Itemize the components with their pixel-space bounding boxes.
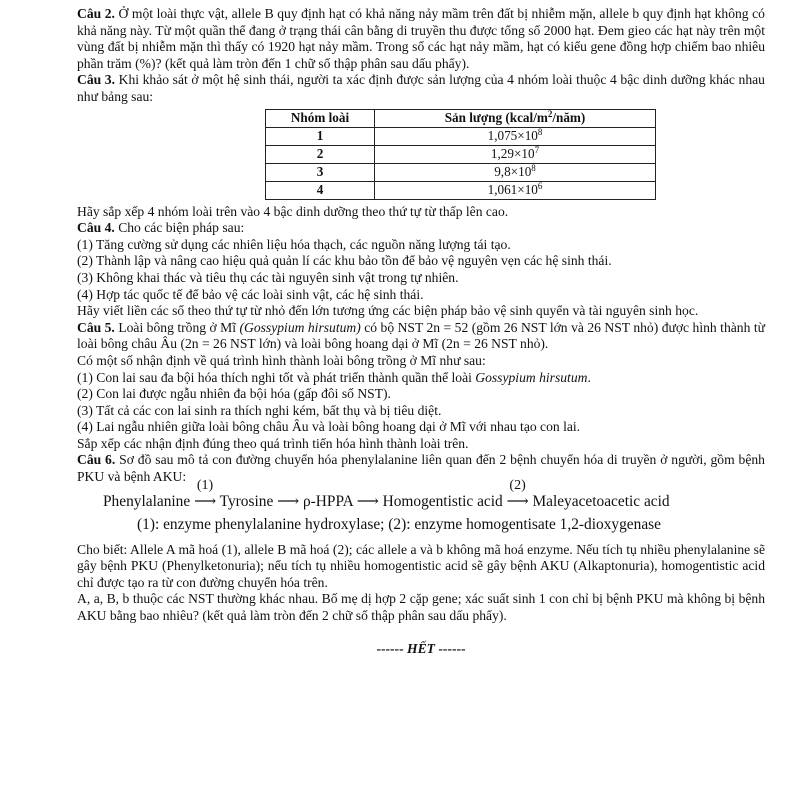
header-output: Sản lượng $(kcal/m^2/năm)$ [375, 109, 656, 127]
question-3 [77, 72, 765, 105]
row-output: $9,8\times 10^8$ [375, 163, 656, 181]
question-5-item: (1) Con lai sau đa bội hóa thích nghi tốt và phát triển thành quần thể loài Gossypium hirsutum. [77, 369, 591, 385]
arrow-1 [194, 477, 217, 512]
row-output: $1,061\times 10^6$ [375, 181, 656, 199]
table-row [266, 181, 656, 199]
species-name: (Gossypium hirsutum) [239, 319, 361, 335]
metabolic-pathway [103, 477, 765, 512]
production-table [265, 109, 656, 200]
right-arrow-icon: ⟶ [194, 492, 217, 510]
row-group: 3 [266, 163, 375, 181]
table-row [266, 145, 656, 163]
question-5-item: (3) Tất cả các con lai sinh ra thích nghi kém, bất thụ và bị tiêu diệt. [77, 402, 442, 418]
question-3-text: Khi khảo sát ở một hệ sinh thái, người ta xác định được sản lượng của 4 nhóm loài thuộc 4 bậc dinh dưỡng khác nhau như bảng sau: [77, 72, 765, 104]
pathway-maleyacetoacetic-acid: Maleyacetoacetic acid [532, 492, 670, 510]
question-4 [77, 220, 765, 237]
question-5-item: (2) Con lai được ngẫu nhiên đa bội hóa (gấp đôi số NST). [77, 386, 391, 402]
question-6-task: A, a, B, b thuộc các NST thường khác nhau. Bố mẹ dị hợp 2 cặp gene; xác suất sinh 1 con chỉ bị bệnh PKU mà không bị bệnh AKU bằng bao nhiêu? (kết quả làm tròn đến 2 chữ số thập phân sau dấu phẩy). [77, 591, 765, 624]
table-row [266, 127, 656, 145]
question-5-task: Sắp xếp các nhận định đúng theo quá trình tiến hóa hình thành loài trên. [77, 435, 469, 451]
row-group: 4 [266, 181, 375, 199]
question-4-label: Câu 4. [77, 220, 115, 236]
arrow-4 [506, 477, 529, 512]
arrow-3 [357, 492, 379, 512]
question-5-label: Câu 5. [77, 319, 115, 335]
question-2-label: Câu 2. [77, 6, 115, 21]
pathway-phenylalanine: Phenylalanine [103, 492, 191, 510]
question-3-task: Hãy sắp xếp 4 nhóm loài trên vào 4 bậc dinh dưỡng theo thứ tự từ thấp lên cao. [77, 203, 509, 219]
question-2 [77, 6, 765, 72]
question-5-intro: Có một số nhận định về quá trình hình thành loài bông trồng ở Mĩ như sau: [77, 352, 486, 368]
row-group: 2 [266, 145, 375, 163]
question-4-intro: Cho các biện pháp sau: [118, 220, 245, 236]
pathway-homogentistic-acid: Homogentistic acid [382, 492, 503, 510]
question-5-item: (4) Lai ngẫu nhiên giữa loài bông châu Âu và loài bông hoang dại ở Mĩ với nhau tạo con lai. [77, 419, 581, 435]
right-arrow-icon: ⟶ [506, 492, 529, 510]
arrow-1-label: (1) [196, 477, 214, 493]
question-4-item: (3) Không khai thác và tiêu thụ các tài nguyên sinh vật trong tự nhiên. [77, 269, 459, 285]
pathway-tyrosine: Tyrosine [219, 492, 274, 510]
right-arrow-icon: ⟶ [356, 492, 379, 510]
question-2-text: Ở một loài thực vật, allele B quy định hạt có khả năng nảy mầm trên đất bị nhiễm mặn, allele b quy định hạt không có khả năng này. Từ một quần thể đang ở trạng thái cân bằng di truyền thu được tổng số 2000 hạt. Đem gieo các hạt này trên một vùng đất bị nhiễm mặn thì thấy có 1920 hạt nảy mầm. Trong số các hạt nảy mầm, hạt có kiểu gene đồng hợp chiếm bao nhiêu phần trăm (%)? (kết quả làm tròn đến 1 chữ số thập phân sau dấu phẩy). [77, 6, 765, 71]
arrow-4-label: (2) [509, 477, 526, 493]
right-arrow-icon: ⟶ [277, 492, 300, 510]
pathway-hppa: ρ-HPPA [303, 492, 353, 510]
row-group: 1 [266, 127, 375, 145]
question-4-item: (4) Hợp tác quốc tế để bảo vệ các loài sinh vật, các hệ sinh thái. [77, 286, 424, 302]
header-group: Nhóm loài [266, 109, 375, 127]
exam-page [77, 6, 765, 657]
question-4-item: (1) Tăng cường sử dụng các nhiên liệu hóa thạch, các nguồn năng lượng tái tạo. [77, 236, 511, 252]
question-6-text: Sơ đồ sau mô tả con đường chuyển hóa phenylalanine liên quan đến 2 bệnh chuyển hóa di truyền ở người, gồm bệnh PKU và bệnh AKU: [77, 452, 765, 485]
question-4-task: Hãy viết liền các số theo thứ tự từ nhỏ đến lớn tương ứng các biện pháp bảo vệ sinh quyển và tài nguyên sinh học. [77, 303, 699, 319]
question-6-info: Cho biết: Allele A mã hoá (1), allele B mã hoá (2); các allele a và b không mã hoá enzyme. Nếu tích tụ nhiều phenylalanine sẽ gây bệnh PKU (Phenylketonuria); nếu tích tụ nhiều homogentistic acid sẽ gây bệnh AKU (Alkaptonuria), homogentistic acid chỉ được tạo ra từ con đường chuyển hóa trên. [77, 541, 765, 590]
end-word: HẾT [407, 640, 435, 656]
question-6-label: Câu 6. [77, 452, 116, 468]
row-output: $1,29\times 10^7$ [375, 145, 656, 163]
question-4-item: (2) Thành lập và nâng cao hiệu quả quản lí các khu bảo tồn để bảo vệ nguyên vẹn các hệ sinh thái. [77, 253, 612, 269]
enzyme-legend: (1): enzyme phenylalanine hydroxylase; (2): enzyme homogentisate 1,2-dioxygenase [137, 515, 661, 533]
table-header-row [266, 109, 656, 127]
row-output: $1,075\times 10^8$ [375, 127, 656, 145]
table-row [266, 163, 656, 181]
question-6 [77, 452, 765, 485]
question-5: Câu 5. Loài bông trồng ở Mĩ (Gossypium hirsutum) có bộ NST 2n = 52 (gồm 26 NST lớn và 26 NST nhỏ) được hình thành từ loài bông châu Âu (2n = 26 NST lớn) và loài bông hoang dại ở Mĩ (2n = 26 NST nhỏ). [77, 319, 765, 352]
question-3-label: Câu 3. [77, 72, 115, 88]
end-marker: ------ HẾT ------ [376, 640, 466, 656]
arrow-2 [277, 492, 299, 512]
